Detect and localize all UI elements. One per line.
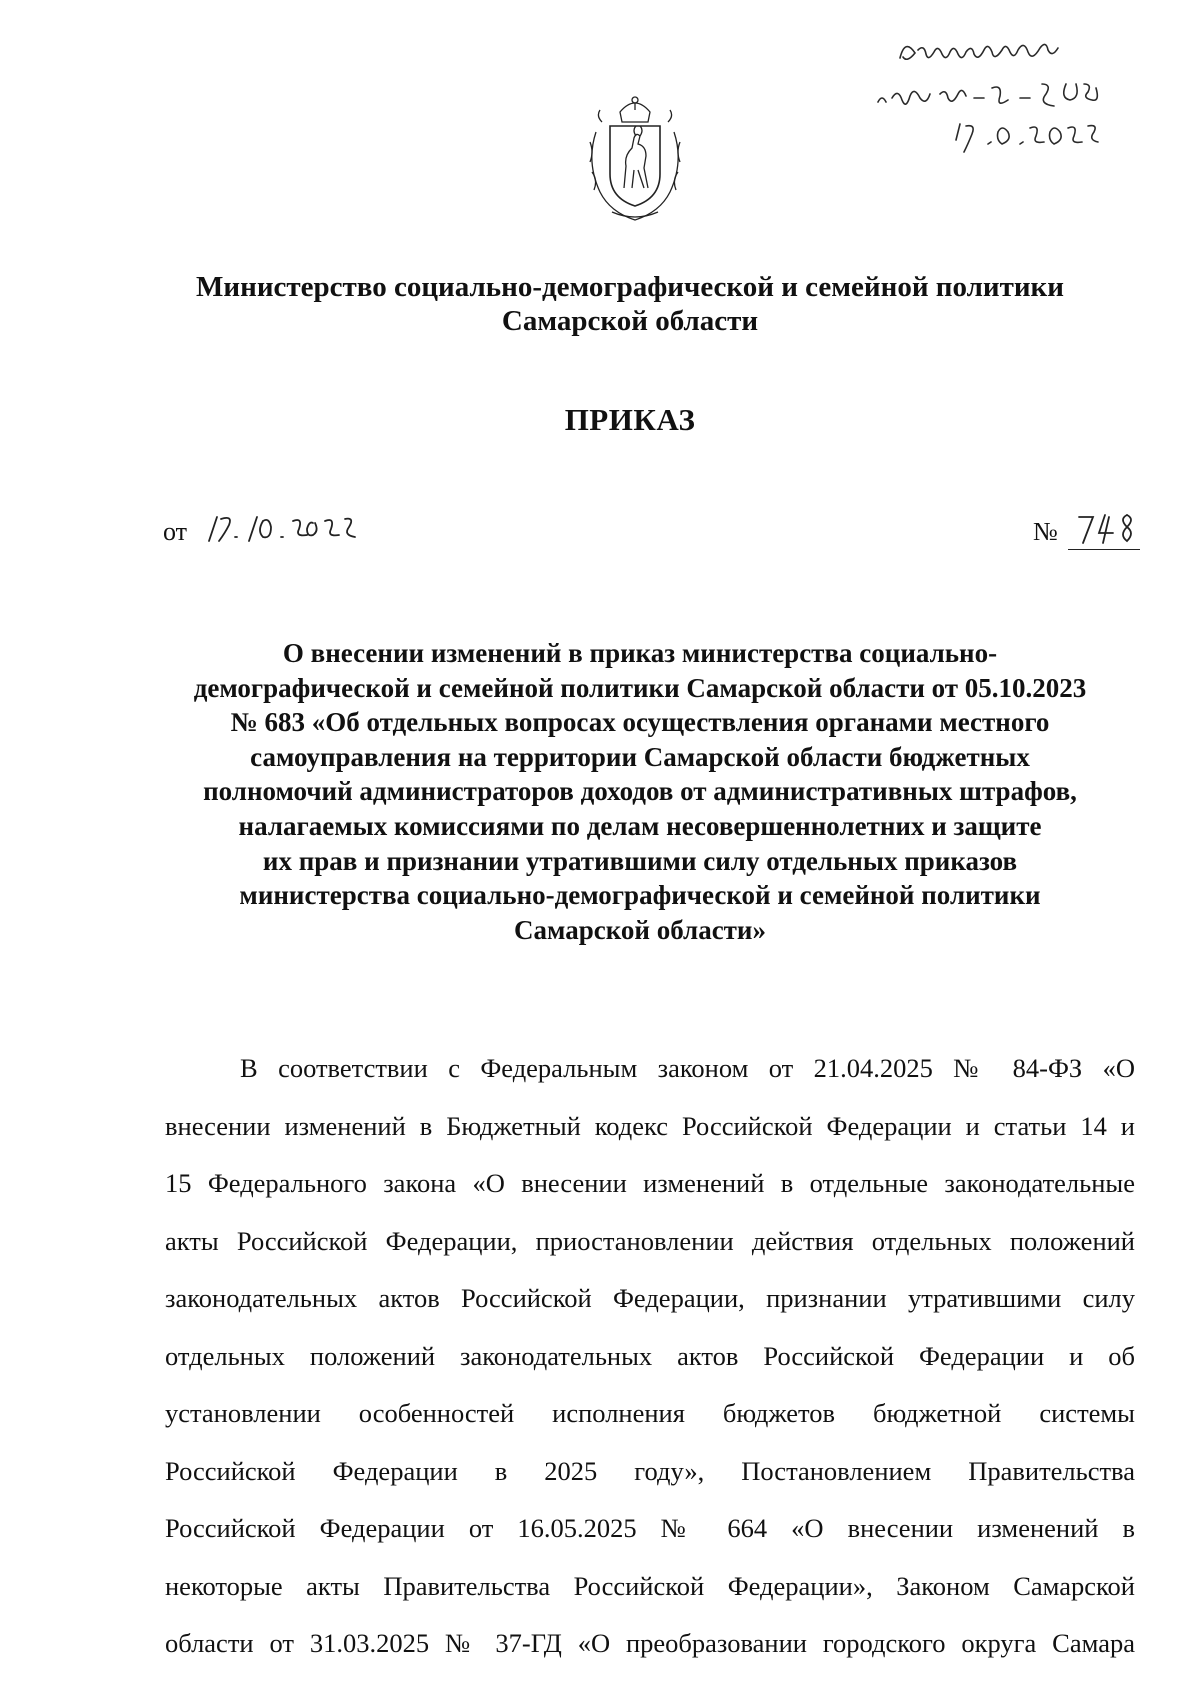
order-subject [160,636,1120,947]
samara-coat-of-arms-icon [582,92,688,224]
body-line: акты Российской Федерации, приостановлении действия отдельных положений [165,1225,1135,1256]
handwritten-number [1073,505,1143,549]
date-number-row [163,505,1139,555]
subject-line: министерства социально-демографической и семейной политики [239,880,1041,911]
ministry-line-2: Самарской области [501,305,759,337]
subject-line: О внесении изменений в приказ министерства социально- [282,638,998,668]
order-title: ПРИКАЗ [564,402,696,437]
body-line: некоторые акты Правительства Российской Федерации», Законом Самарской [165,1570,1135,1601]
body-line: внесении изменений в Бюджетный кодекс Российской Федерации и статьи 14 и [165,1110,1135,1141]
subject-line: налагаемых комиссиями по делам несовершеннолетних и защите [238,810,1042,841]
handwritten-date-icon [201,505,381,549]
body-line: законодательных актов Российской Федерации, признании утратившими силу [165,1283,1135,1313]
order-preamble [165,1040,1135,1673]
number-prefix: № [1033,517,1058,546]
handwritten-number-icon [1073,505,1143,549]
subject-line: полномочий администраторов доходов от административных штрафов, [203,776,1077,807]
body-line: 15 Федерального закона «О внесении изменений в отдельные законодательные [165,1168,1135,1198]
body-line: В соответствии с Федеральным законом от 21.04.2025 № 84-ФЗ «О [240,1053,1135,1083]
subject-line: самоуправления на территории Самарской области бюджетных [250,741,1030,772]
registration-handwriting-icon [870,28,1170,158]
number-underline [1068,549,1140,550]
handwritten-date [201,505,381,549]
date-prefix: от [163,517,188,546]
registration-note [870,28,1170,158]
body-line: отдельных положений законодательных актов Российской Федерации и об [165,1340,1135,1371]
subject-line: демографической и семейной политики Самарской области от 05.10.2023 [193,672,1087,703]
ministry-line-1: Министерство социально-демографической и семейной политики [196,271,1064,303]
body-line: установлении особенностей исполнения бюджетов бюджетной системы [165,1398,1135,1428]
body-line: области от 31.03.2025 № 37-ГД «О преобразовании городского округа Самара [165,1628,1135,1658]
body-line: Российской Федерации от 16.05.2025 № 664 «О внесении изменений в [165,1513,1135,1543]
subject-line: № 683 «Об отдельных вопросах осуществления органами местного [230,707,1050,738]
subject-line: их прав и признании утратившими силу отдельных приказов [262,845,1018,876]
coat-of-arms [582,92,688,224]
subject-line: Самарской области» [514,914,766,945]
ministry-name [150,270,1110,338]
body-line: Российской Федерации в 2025 году», Постановлением Правительства [165,1455,1135,1486]
